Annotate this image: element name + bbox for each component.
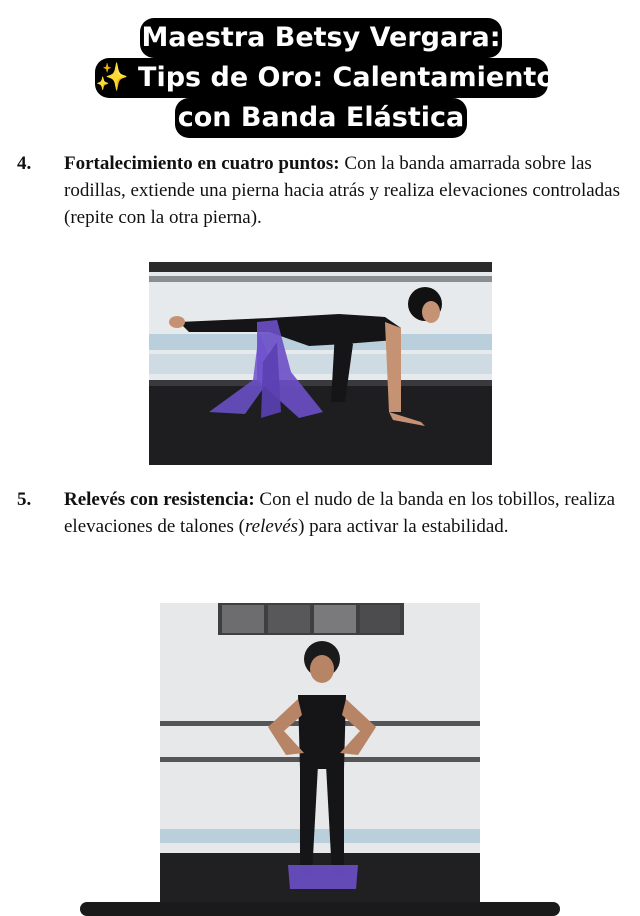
exercise-photo-releves (160, 603, 480, 909)
title-line-2-text: Tips de Oro: Calentamiento (138, 62, 555, 93)
title-line-3: con Banda Elástica (175, 98, 467, 138)
item-body-start: Con el nudo de la banda en los tobillos, realiza elevaciones de talones ( (64, 489, 616, 537)
item-lead: Fortalecimiento en cuatro puntos: (64, 153, 340, 174)
item-number: 5. (17, 489, 32, 510)
title-line-1: Maestra Betsy Vergara: (140, 18, 502, 58)
item-body: Con la banda amarrada sobre las rodillas, extiende una pierna hacia atrás y realiza elevaciones controladas (repite con la otra pierna). (64, 153, 621, 228)
item-text (64, 486, 626, 540)
item-number: 4. (17, 153, 32, 174)
exercise-photo-four-point (149, 262, 492, 465)
bottom-overlay-bar (80, 902, 560, 916)
item-body-end: ) para activar la estabilidad. (298, 516, 509, 537)
title-line-2 (95, 58, 555, 98)
item-emphasis: relevés (244, 516, 299, 537)
item-lead: Relevés con resistencia: (64, 489, 255, 510)
sparkles-icon: ✨ (95, 62, 129, 93)
item-text (64, 150, 626, 231)
